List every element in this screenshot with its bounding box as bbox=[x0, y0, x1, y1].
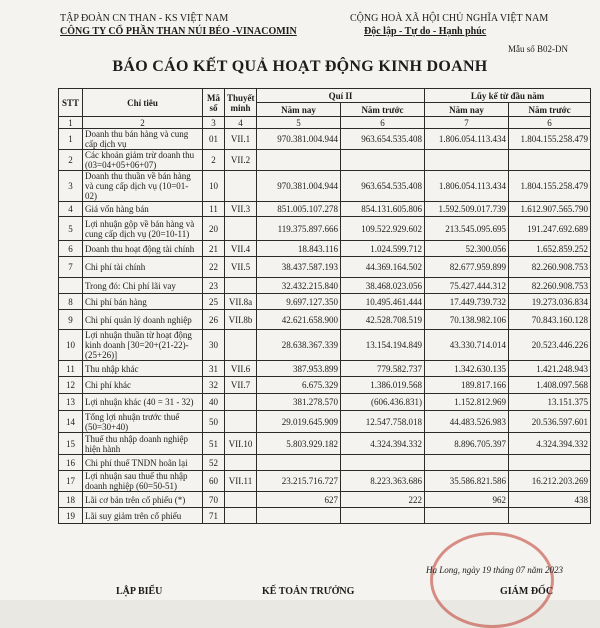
note-cell bbox=[225, 455, 257, 471]
quarter-this-year-cell: 42.621.658.900 bbox=[257, 310, 341, 330]
quarter-this-year-cell: 970.381.004.944 bbox=[257, 171, 341, 202]
stt-cell bbox=[59, 278, 83, 294]
ytd-last-year-cell: 82.260.908.753 bbox=[509, 278, 591, 294]
ytd-last-year-cell: 1.804.155.258.479 bbox=[509, 171, 591, 202]
report-title: BÁO CÁO KẾT QUẢ HOẠT ĐỘNG KINH DOANH bbox=[112, 58, 488, 75]
table-row bbox=[59, 508, 591, 524]
item-name-cell: Lãi cơ bản trên cổ phiếu (*) bbox=[83, 492, 203, 508]
company-seal bbox=[430, 532, 554, 628]
director-label: GIÁM ĐỐC bbox=[500, 586, 554, 597]
stt-cell: 7 bbox=[59, 257, 83, 278]
quarter-this-year-cell: 9.697.127.350 bbox=[257, 294, 341, 310]
table-row bbox=[59, 278, 591, 294]
ytd-last-year-cell bbox=[509, 455, 591, 471]
code-cell: 50 bbox=[203, 411, 225, 433]
code-cell: 22 bbox=[203, 257, 225, 278]
stt-cell: 17 bbox=[59, 471, 83, 492]
code-cell: 11 bbox=[203, 202, 225, 217]
quarter-last-year-cell: 8.223.363.686 bbox=[341, 471, 425, 492]
code-cell: 40 bbox=[203, 394, 225, 411]
note-cell: VII.2 bbox=[225, 150, 257, 171]
table-row bbox=[59, 330, 591, 361]
index-cell: 4 bbox=[225, 117, 257, 129]
note-cell bbox=[225, 411, 257, 433]
code-cell: 10 bbox=[203, 171, 225, 202]
note-cell: VII.3 bbox=[225, 202, 257, 217]
ytd-this-year-cell: 962 bbox=[425, 492, 509, 508]
note-cell: VII.1 bbox=[225, 129, 257, 150]
ytd-this-year-cell: 213.545.095.695 bbox=[425, 217, 509, 241]
stt-cell: 2 bbox=[59, 150, 83, 171]
ytd-last-year-cell: 13.151.375 bbox=[509, 394, 591, 411]
quarter-last-year-cell: 4.324.394.332 bbox=[341, 433, 425, 455]
ytd-last-year-cell bbox=[509, 150, 591, 171]
ytd-this-year-cell: 44.483.526.983 bbox=[425, 411, 509, 433]
ytd-last-year-cell: 16.212.203.269 bbox=[509, 471, 591, 492]
table-row bbox=[59, 202, 591, 217]
quarter-last-year-cell: 109.522.929.602 bbox=[341, 217, 425, 241]
item-name-cell: Tổng lợi nhuận trước thuế (50=30+40) bbox=[83, 411, 203, 433]
code-cell: 60 bbox=[203, 471, 225, 492]
quarter-this-year-cell: 28.638.367.339 bbox=[257, 330, 341, 361]
table-row bbox=[59, 217, 591, 241]
header-quarter-this-year: Năm nay bbox=[257, 103, 341, 117]
stt-cell: 1 bbox=[59, 129, 83, 150]
ytd-this-year-cell: 52.300.056 bbox=[425, 241, 509, 257]
ytd-this-year-cell bbox=[425, 508, 509, 524]
index-cell: 6 bbox=[509, 117, 591, 129]
table-row bbox=[59, 310, 591, 330]
quarter-last-year-cell: 13.154.194.849 bbox=[341, 330, 425, 361]
item-name-cell: Lãi suy giảm trên cổ phiếu bbox=[83, 508, 203, 524]
header-ytd-this-year: Năm nay bbox=[425, 103, 509, 117]
header-ytd: Lũy kế từ đầu năm bbox=[425, 89, 591, 103]
item-name-cell: Trong đó: Chi phí lãi vay bbox=[83, 278, 203, 294]
item-name-cell: Chi phí quản lý doanh nghiệp bbox=[83, 310, 203, 330]
ytd-this-year-cell: 189.817.166 bbox=[425, 377, 509, 394]
code-cell: 26 bbox=[203, 310, 225, 330]
country-name: CỘNG HOÀ XÃ HỘI CHỦ NGHĨA VIỆT NAM bbox=[350, 13, 549, 24]
header-quarter-last-year: Năm trước bbox=[341, 103, 425, 117]
quarter-last-year-cell: 779.582.737 bbox=[341, 361, 425, 377]
ytd-last-year-cell: 70.843.160.128 bbox=[509, 310, 591, 330]
quarter-last-year-cell: 963.654.535.408 bbox=[341, 171, 425, 202]
stt-cell: 16 bbox=[59, 455, 83, 471]
quarter-this-year-cell bbox=[257, 150, 341, 171]
quarter-this-year-cell bbox=[257, 455, 341, 471]
ytd-this-year-cell: 1.152.812.969 bbox=[425, 394, 509, 411]
code-cell: 2 bbox=[203, 150, 225, 171]
table-row bbox=[59, 129, 591, 150]
stt-cell: 10 bbox=[59, 330, 83, 361]
quarter-last-year-cell: 44.369.164.502 bbox=[341, 257, 425, 278]
quarter-this-year-cell: 32.432.215.840 bbox=[257, 278, 341, 294]
stt-cell: 12 bbox=[59, 377, 83, 394]
index-cell: 6 bbox=[341, 117, 425, 129]
ytd-this-year-cell: 17.449.739.732 bbox=[425, 294, 509, 310]
sign-date: Hạ Long, ngày 19 tháng 07 năm 2023 bbox=[426, 565, 563, 575]
quarter-last-year-cell bbox=[341, 455, 425, 471]
table-row bbox=[59, 257, 591, 278]
code-cell: 30 bbox=[203, 330, 225, 361]
ytd-last-year-cell: 1.612.907.565.790 bbox=[509, 202, 591, 217]
item-name-cell: Chi phí thuế TNDN hoãn lại bbox=[83, 455, 203, 471]
quarter-this-year-cell: 381.278.570 bbox=[257, 394, 341, 411]
code-cell: 32 bbox=[203, 377, 225, 394]
quarter-this-year-cell: 851.005.107.278 bbox=[257, 202, 341, 217]
stt-cell: 4 bbox=[59, 202, 83, 217]
ytd-last-year-cell: 20.536.597.601 bbox=[509, 411, 591, 433]
code-cell: 01 bbox=[203, 129, 225, 150]
quarter-this-year-cell: 6.675.329 bbox=[257, 377, 341, 394]
note-cell: VII.8b bbox=[225, 310, 257, 330]
note-cell bbox=[225, 330, 257, 361]
item-name-cell: Lợi nhuận gộp về bán hàng và cung cấp dịch vụ (20=10-11) bbox=[83, 217, 203, 241]
quarter-this-year-cell: 38.437.587.193 bbox=[257, 257, 341, 278]
code-cell: 31 bbox=[203, 361, 225, 377]
quarter-last-year-cell: 1.386.019.568 bbox=[341, 377, 425, 394]
quarter-this-year-cell: 119.375.897.666 bbox=[257, 217, 341, 241]
index-cell: 5 bbox=[257, 117, 341, 129]
header-chi-tieu: Chỉ tiêu bbox=[83, 89, 203, 117]
table-row bbox=[59, 455, 591, 471]
quarter-last-year-cell: 12.547.758.018 bbox=[341, 411, 425, 433]
note-cell: VII.8a bbox=[225, 294, 257, 310]
table-row bbox=[59, 241, 591, 257]
item-name-cell: Chi phí bán hàng bbox=[83, 294, 203, 310]
index-cell: 1 bbox=[59, 117, 83, 129]
note-cell bbox=[225, 171, 257, 202]
motto: Độc lập - Tự do - Hạnh phúc bbox=[364, 26, 487, 37]
note-cell: VII.5 bbox=[225, 257, 257, 278]
table-row bbox=[59, 433, 591, 455]
note-cell bbox=[225, 217, 257, 241]
ytd-last-year-cell: 1.804.155.258.479 bbox=[509, 129, 591, 150]
item-name-cell: Doanh thu hoạt động tài chính bbox=[83, 241, 203, 257]
code-cell: 21 bbox=[203, 241, 225, 257]
item-name-cell: Giá vốn hàng bán bbox=[83, 202, 203, 217]
note-cell bbox=[225, 508, 257, 524]
table-row bbox=[59, 492, 591, 508]
ytd-this-year-cell bbox=[425, 455, 509, 471]
stt-cell: 8 bbox=[59, 294, 83, 310]
ytd-last-year-cell: 82.260.908.753 bbox=[509, 257, 591, 278]
ytd-last-year-cell: 191.247.692.689 bbox=[509, 217, 591, 241]
ytd-last-year-cell: 20.523.446.226 bbox=[509, 330, 591, 361]
stt-cell: 5 bbox=[59, 217, 83, 241]
stt-cell: 9 bbox=[59, 310, 83, 330]
income-statement-table bbox=[58, 88, 591, 524]
ytd-last-year-cell bbox=[509, 508, 591, 524]
company-name: CÔNG TY CỔ PHẦN THAN NÚI BÉO -VINACOMIN bbox=[60, 26, 297, 37]
quarter-this-year-cell: 970.381.004.944 bbox=[257, 129, 341, 150]
code-cell: 52 bbox=[203, 455, 225, 471]
table-row bbox=[59, 294, 591, 310]
item-name-cell: Thuế thu nhập doanh nghiệp hiện hành bbox=[83, 433, 203, 455]
quarter-this-year-cell: 23.215.716.727 bbox=[257, 471, 341, 492]
stt-cell: 13 bbox=[59, 394, 83, 411]
ytd-this-year-cell: 43.330.714.014 bbox=[425, 330, 509, 361]
ytd-last-year-cell: 19.273.036.834 bbox=[509, 294, 591, 310]
table-row bbox=[59, 377, 591, 394]
quarter-last-year-cell: 1.024.599.712 bbox=[341, 241, 425, 257]
quarter-this-year-cell: 627 bbox=[257, 492, 341, 508]
ytd-this-year-cell bbox=[425, 150, 509, 171]
chief-accountant-label: KẾ TOÁN TRƯỞNG bbox=[262, 586, 355, 597]
stt-cell: 18 bbox=[59, 492, 83, 508]
note-cell: VII.4 bbox=[225, 241, 257, 257]
note-cell: VII.10 bbox=[225, 433, 257, 455]
quarter-this-year-cell: 387.953.899 bbox=[257, 361, 341, 377]
stt-cell: 11 bbox=[59, 361, 83, 377]
ytd-last-year-cell: 1.408.097.568 bbox=[509, 377, 591, 394]
quarter-last-year-cell bbox=[341, 150, 425, 171]
note-cell bbox=[225, 492, 257, 508]
quarter-last-year-cell: 42.528.708.519 bbox=[341, 310, 425, 330]
stt-cell: 15 bbox=[59, 433, 83, 455]
stt-cell: 6 bbox=[59, 241, 83, 257]
index-cell: 7 bbox=[425, 117, 509, 129]
quarter-this-year-cell: 18.843.116 bbox=[257, 241, 341, 257]
code-cell: 20 bbox=[203, 217, 225, 241]
header-thuyet-minh: Thuyết minh bbox=[225, 89, 257, 117]
header-ytd-last-year: Năm trước bbox=[509, 103, 591, 117]
code-cell: 51 bbox=[203, 433, 225, 455]
header-ma-so: Mã số bbox=[203, 89, 225, 117]
ytd-this-year-cell: 35.586.821.586 bbox=[425, 471, 509, 492]
quarter-this-year-cell: 29.019.645.909 bbox=[257, 411, 341, 433]
table-row bbox=[59, 411, 591, 433]
table-row bbox=[59, 171, 591, 202]
item-name-cell: Các khoản giảm trừ doanh thu (03=04+05+06+07) bbox=[83, 150, 203, 171]
column-index-row bbox=[59, 117, 591, 129]
stt-cell: 3 bbox=[59, 171, 83, 202]
stt-cell: 14 bbox=[59, 411, 83, 433]
note-cell: VII.11 bbox=[225, 471, 257, 492]
quarter-last-year-cell bbox=[341, 508, 425, 524]
ytd-this-year-cell: 8.896.705.397 bbox=[425, 433, 509, 455]
quarter-this-year-cell bbox=[257, 508, 341, 524]
item-name-cell: Doanh thu thuần về bán hàng và cung cấp dịch vụ (10=01-02) bbox=[83, 171, 203, 202]
ytd-this-year-cell: 70.138.982.106 bbox=[425, 310, 509, 330]
item-name-cell: Lợi nhuận thuần từ hoạt động kinh doanh [30=20+(21-22)-(25+26)] bbox=[83, 330, 203, 361]
ytd-this-year-cell: 75.427.444.312 bbox=[425, 278, 509, 294]
index-cell: 2 bbox=[83, 117, 203, 129]
ytd-this-year-cell: 82.677.959.899 bbox=[425, 257, 509, 278]
header-stt: STT bbox=[59, 89, 83, 117]
stt-cell: 19 bbox=[59, 508, 83, 524]
code-cell: 70 bbox=[203, 492, 225, 508]
index-cell: 3 bbox=[203, 117, 225, 129]
code-cell: 25 bbox=[203, 294, 225, 310]
item-name-cell: Chi phí khác bbox=[83, 377, 203, 394]
quarter-last-year-cell: 10.495.461.444 bbox=[341, 294, 425, 310]
ytd-last-year-cell: 1.421.248.943 bbox=[509, 361, 591, 377]
ytd-this-year-cell: 1.806.054.113.434 bbox=[425, 129, 509, 150]
quarter-this-year-cell: 5.803.929.182 bbox=[257, 433, 341, 455]
code-cell: 71 bbox=[203, 508, 225, 524]
note-cell bbox=[225, 394, 257, 411]
ytd-last-year-cell: 438 bbox=[509, 492, 591, 508]
ytd-last-year-cell: 4.324.394.332 bbox=[509, 433, 591, 455]
ytd-last-year-cell: 1.652.859.252 bbox=[509, 241, 591, 257]
item-name-cell: Lợi nhuận sau thuế thu nhập doanh nghiệp (60=50-51) bbox=[83, 471, 203, 492]
item-name-cell: Doanh thu bán hàng và cung cấp dịch vụ bbox=[83, 129, 203, 150]
table-row bbox=[59, 150, 591, 171]
form-number: Mẫu số B02-DN bbox=[508, 44, 568, 54]
table-row bbox=[59, 361, 591, 377]
table-row bbox=[59, 471, 591, 492]
ytd-this-year-cell: 1.592.509.017.739 bbox=[425, 202, 509, 217]
item-name-cell: Chi phí tài chính bbox=[83, 257, 203, 278]
quarter-last-year-cell: 854.131.605.806 bbox=[341, 202, 425, 217]
table-row bbox=[59, 394, 591, 411]
item-name-cell: Lợi nhuận khác (40 = 31 - 32) bbox=[83, 394, 203, 411]
header-quarter: Quí II bbox=[257, 89, 425, 103]
quarter-last-year-cell: (606.436.831) bbox=[341, 394, 425, 411]
ytd-this-year-cell: 1.342.630.135 bbox=[425, 361, 509, 377]
national-header bbox=[350, 12, 590, 38]
item-name-cell: Thu nhập khác bbox=[83, 361, 203, 377]
group-name: TẬP ĐOÀN CN THAN - KS VIỆT NAM bbox=[60, 13, 229, 24]
quarter-last-year-cell: 222 bbox=[341, 492, 425, 508]
note-cell bbox=[225, 278, 257, 294]
code-cell: 23 bbox=[203, 278, 225, 294]
note-cell: VII.7 bbox=[225, 377, 257, 394]
company-header bbox=[60, 12, 300, 38]
preparer-label: LẬP BIỂU bbox=[116, 586, 163, 597]
quarter-last-year-cell: 963.654.535.408 bbox=[341, 129, 425, 150]
quarter-last-year-cell: 38.468.023.056 bbox=[341, 278, 425, 294]
note-cell: VII.6 bbox=[225, 361, 257, 377]
ytd-this-year-cell: 1.806.054.113.434 bbox=[425, 171, 509, 202]
